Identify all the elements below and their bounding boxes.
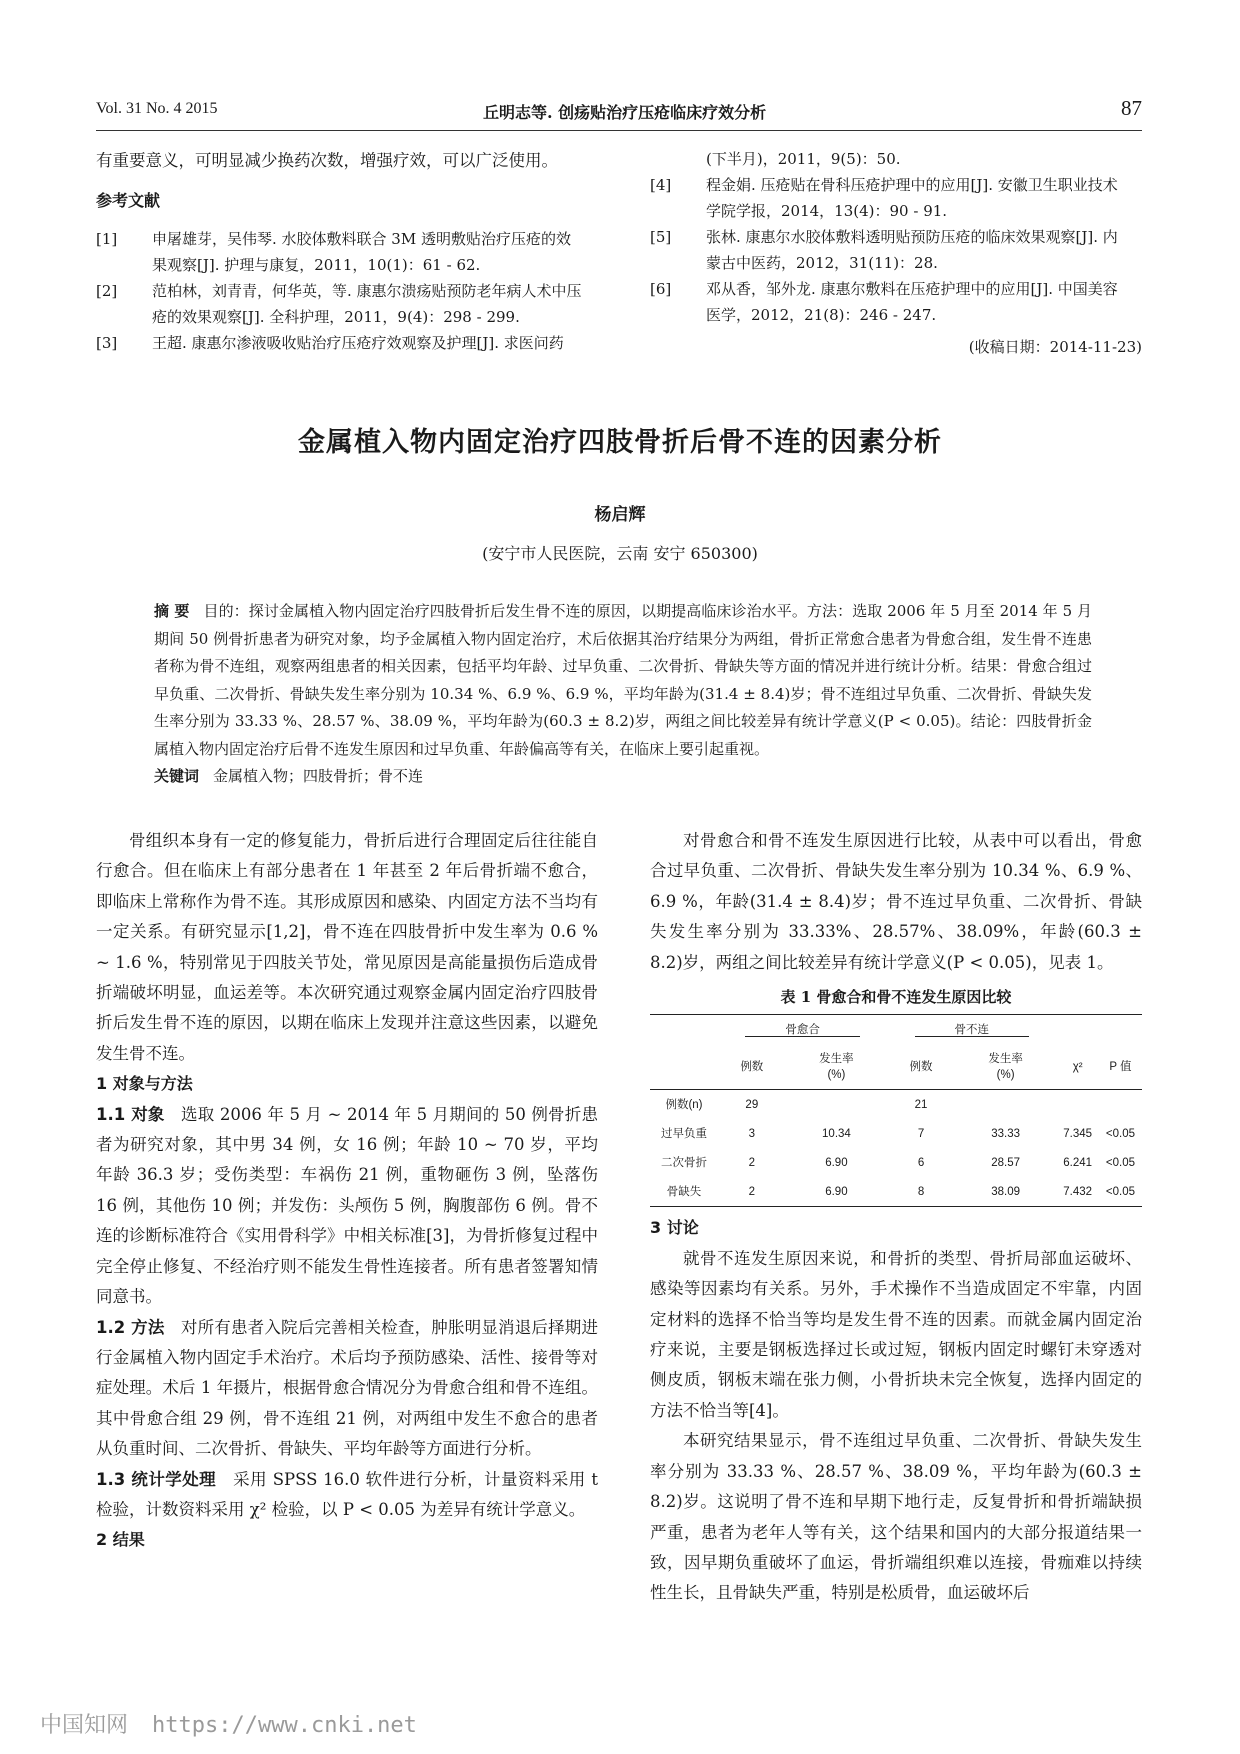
subsection-1-3 — [96, 1465, 598, 1526]
table-caption: 表 1 骨愈合和骨不连发生原因比较 — [780, 988, 1012, 1007]
subsection-1-1 — [96, 1100, 598, 1313]
cell: 7 — [917, 1127, 925, 1140]
cell: 7.432 — [1056, 1177, 1099, 1207]
table-row — [650, 1177, 1142, 1207]
article-title: 金属植入物内固定治疗四肢骨折后骨不连的因素分析 — [298, 427, 942, 458]
reference-line: 疮的效果观察[J]. 全科护理，2011，9(4)：298 - 299. — [152, 308, 520, 326]
running-title: 丘明志等. 创疡贴治疗压疮临床疗效分析 — [483, 103, 767, 122]
cell: 10.34 — [822, 1127, 851, 1140]
cell: 33.33 — [991, 1127, 1021, 1140]
received-date: (收稿日期：2014-11-23) — [968, 338, 1142, 356]
col-header-rate: 发生率 (%) — [955, 1045, 1057, 1090]
abstract-label: 摘 要 — [154, 602, 190, 620]
reference-item — [96, 226, 606, 278]
cell: <0.05 — [1105, 1156, 1136, 1169]
cell: 29 — [745, 1098, 759, 1111]
section-heading-2: 2 结果 — [96, 1530, 145, 1550]
discussion-paragraph: 就骨不连发生原因来说，和骨折的类型、骨折局部血运破坏、感染等因素均有关系。另外，手术操作不当造成固定不牢靠，内固定材料的选择不恰当等均是发生骨不连的因素。而就金属内固定治疗来说，主要是钢板选择过长或过短，钢板内固定时螺钉未穿透对侧皮质，钢板末端在张力侧，小骨折块未完全恢复，选择内固定的方法不恰当等[4]。 — [650, 1248, 1142, 1420]
cell: <0.05 — [1105, 1127, 1136, 1140]
reference-number: [6] — [650, 280, 672, 298]
reference-number: [4] — [650, 176, 672, 194]
reference-line: 程金娟. 压疮贴在骨科压疮护理中的应用[J]. 安徽卫生职业技术 — [706, 176, 1118, 194]
reference-line: 学院学报，2014，13(4)：90 - 91. — [706, 202, 948, 220]
page-number: 87 — [1121, 96, 1142, 120]
cell: 2 — [748, 1156, 756, 1169]
discussion-paragraph: 本研究结果显示，骨不连组过早负重、二次骨折、骨缺失发生率分别为 33.33 %、28.57 %、38.09 %，平均年龄为(60.3 ± 8.2)岁。这说明了骨不连和早期下地行走，反复骨折和骨折端缺损严重，患者为老年人等有关，这个结果和国内的大部分报道结果一致，因早期负重破坏了血运，骨折端组织难以连接，骨痂难以持续性生长，且骨缺失严重，特别是松质骨，血运破坏后 — [650, 1431, 1142, 1603]
keywords-line — [154, 763, 1092, 791]
intro-paragraph: 骨组织本身有一定的修复能力，骨折后进行合理固定后往往能自行愈合。但在临床上有部分患者在 1 年甚至 2 年后骨折端不愈合，即临床上常称作为骨不连。其形成原因和感染、内固定方法不当均有一定关系。有研究显示[1,2]，骨不连在四肢骨折中发生率为 0.6 % ~ 1.6 %，特别常见于四肢关节处，常见原因是高能量损伤后造成骨折端破坏明显，血运差等。本次研究通过观察金属内固定治疗四肢骨折后发生骨不连的原因，以期在临床上发现并注意这些因素，以避免发生骨不连。 — [96, 831, 598, 1063]
reference-item — [96, 278, 606, 330]
keywords-text: 金属植入物；四肢骨折；骨不连 — [213, 767, 424, 785]
row-label: 例数(n) — [665, 1098, 703, 1111]
results-paragraph: 对骨愈合和骨不连发生原因进行比较，从表中可以看出，骨愈合过早负重、二次骨折、骨缺失发生率分别为 10.34 %、6.9 %、6.9 %，年龄(31.4 ± 8.4)岁；骨不连过早负重、二次骨折、骨缺失发生率分别为 33.33%、28.57%、38.09%，年龄(60.3 ± 8.2)岁，两组之间比较差异有统计学意义(P < 0.05)，见表 1。 — [650, 831, 1142, 972]
col-header-cases: 例数 — [887, 1045, 955, 1090]
cell: 38.09 — [955, 1177, 1057, 1207]
abstract-block — [154, 598, 1092, 791]
body-column-right — [650, 826, 1142, 1609]
cell: 6.90 — [786, 1177, 888, 1207]
reference-line: 医学，2012，21(8)：246 - 247. — [706, 306, 937, 324]
keywords-label: 关键词 — [154, 767, 200, 785]
cell — [955, 1090, 1057, 1120]
cell: 6.90 — [825, 1156, 848, 1169]
subsection-1-2 — [96, 1313, 598, 1465]
cell: 6.241 — [1063, 1156, 1093, 1169]
reference-line: 范柏林，刘青青，何华英，等. 康惠尔溃疡贴预防老年病人术中压 — [152, 282, 582, 300]
cell: 3 — [748, 1127, 756, 1140]
cell — [1056, 1090, 1099, 1120]
cell: 8 — [887, 1177, 955, 1207]
reference-item — [650, 172, 1142, 224]
group-header-healed: 骨愈合 — [745, 1024, 860, 1037]
table-row — [650, 1090, 1142, 1120]
reference-number: [1] — [96, 230, 118, 248]
table-row — [650, 1119, 1142, 1148]
reference-number: [3] — [96, 334, 118, 352]
reference-continuation: (下半月)，2011，9(5)：50. — [706, 150, 901, 168]
subsection-label: 1.2 方法 — [96, 1317, 165, 1337]
col-header-p-value: P 值 — [1099, 1045, 1142, 1090]
body-column-left — [96, 826, 598, 1556]
col-header-cases: 例数 — [718, 1045, 786, 1090]
group-header-nonunion: 骨不连 — [915, 1024, 1030, 1037]
watermark-url: https://www.cnki.net — [152, 1713, 417, 1738]
reference-item — [96, 330, 606, 356]
reference-line: 申屠雄芽，吴伟琴. 水胶体敷料联合 3M 透明敷贴治疗压疮的效 — [152, 230, 571, 248]
cell: 6 — [917, 1156, 925, 1169]
subsection-text: 对所有患者入院后完善相关检查，肿胀明显消退后择期进行金属植入物内固定手术治疗。术后均予预防感染、活性、接骨等对症处理。术后 1 年摄片，根据骨愈合情况分为骨愈合组和骨不连组。其中骨愈合组 29 例，骨不连组 21 例，对两组中发生不愈合的患者从负重时间、二次骨折、骨缺失、平均年龄等方面进行分析。 — [96, 1317, 598, 1459]
reference-item — [650, 224, 1142, 276]
cell — [1099, 1090, 1142, 1120]
subsection-label: 1.3 统计学处理 — [96, 1469, 217, 1489]
reference-number: [2] — [96, 282, 118, 300]
reference-line: 王超. 康惠尔渗液吸收贴治疗压疮疗效观察及护理[J]. 求医问药 — [152, 334, 564, 352]
watermark-brand: 中国知网 — [40, 1713, 129, 1738]
subsection-text: 选取 2006 年 5 月 ~ 2014 年 5 月期间的 50 例骨折患者为研究对象，其中男 34 例，女 16 例；年龄 10 ~ 70 岁，平均年龄 36.3 岁；受伤类型：车祸伤 21 例，重物砸伤 3 例，坠落伤 16 例，其他伤 10 例；并发伤：头颅伤 5 例，胸腹部伤 6 例。骨不连的诊断标准符合《实用骨科学》中相关标准[3]，为骨折修复过程中完全停止修复、不经治疗则不能发生骨性连接者。所有患者签署知情同意书。 — [96, 1104, 598, 1307]
row-label: 二次骨折 — [660, 1156, 707, 1169]
reference-number: [5] — [650, 228, 672, 246]
author-affiliation: (安宁市人民医院，云南 安宁 650300) — [482, 544, 758, 563]
abstract-paragraph — [154, 598, 1092, 763]
section-heading-3: 3 讨论 — [650, 1218, 699, 1238]
subsection-text: 采用 SPSS 16.0 软件进行分析，计量资料采用 t 检验，计数资料采用 χ² 检验，以 P < 0.05 为差异有统计学意义。 — [96, 1469, 598, 1519]
cnki-watermark — [40, 1708, 417, 1739]
cell: 21 — [914, 1098, 928, 1111]
reference-line: 张林. 康惠尔水胶体敷料透明贴预防压疮的临床效果观察[J]. 内 — [706, 228, 1118, 246]
section-heading-1: 1 对象与方法 — [96, 1074, 193, 1094]
reference-line: 果观察[J]. 护理与康复，2011，10(1)：61 - 62. — [152, 256, 481, 274]
reference-line: 邓从香，邹外龙. 康惠尔敷料在压疮护理中的应用[J]. 中国美容 — [706, 280, 1118, 298]
journal-volume-issue: Vol. 31 No. 4 2015 — [96, 100, 218, 117]
reference-item — [650, 276, 1142, 328]
col-header-rate: 发生率 (%) — [786, 1045, 888, 1090]
subsection-label: 1.1 对象 — [96, 1104, 165, 1124]
col-header-chi-square: χ² — [1056, 1045, 1099, 1090]
cell: 7.345 — [1063, 1127, 1093, 1140]
table-corner — [650, 1015, 718, 1046]
results-table — [650, 1014, 1142, 1207]
reference-line: 蒙古中医药，2012，31(11)：28. — [706, 254, 938, 272]
cell: 28.57 — [991, 1156, 1021, 1169]
row-label: 骨缺失 — [650, 1177, 718, 1207]
article-author: 杨启辉 — [594, 505, 646, 525]
cell: 2 — [718, 1177, 786, 1207]
row-label: 过早负重 — [660, 1127, 707, 1140]
previous-article-closing: 有重要意义，可明显减少换药次数，增强疗效，可以广泛使用。 — [96, 151, 558, 170]
references-heading: 参考文献 — [96, 191, 161, 210]
table-row — [650, 1148, 1142, 1177]
previous-article-right — [650, 146, 1142, 360]
cell: <0.05 — [1099, 1177, 1142, 1207]
previous-article-left — [96, 146, 606, 356]
cell — [786, 1090, 888, 1120]
running-header — [96, 94, 1142, 131]
abstract-text: 目的：探讨金属植入物内固定治疗四肢骨折后发生骨不连的原因，以期提高临床诊治水平。方法：选取 2006 年 5 月至 2014 年 5 月期间 50 例骨折患者为研究对象，均予金属植入物内固定治疗，术后依据其治疗结果分为两组，骨折正常愈合患者为骨愈合组，发生骨不连患者称为骨不连组，观察两组患者的相关因素，包括平均年龄、过早负重、二次骨折、骨缺失等方面的情况并进行统计分析。结果：骨愈合组过早负重、二次骨折、骨缺失发生率分别为 10.34 %、6.9 %、6.9 %，平均年龄为(31.4 ± 8.4)岁；骨不连组过早负重、二次骨折、骨缺失发生率分别为 33.33 %、28.57 %、38.09 %，平均年龄为(60.3 ± 8.2)岁，两组之间比较差异有统计学意义(P < 0.05)。结论：四肢骨折金属植入物内固定治疗后骨不连发生原因和过早负重、年龄偏高等有关，在临床上要引起重视。 — [154, 602, 1092, 758]
